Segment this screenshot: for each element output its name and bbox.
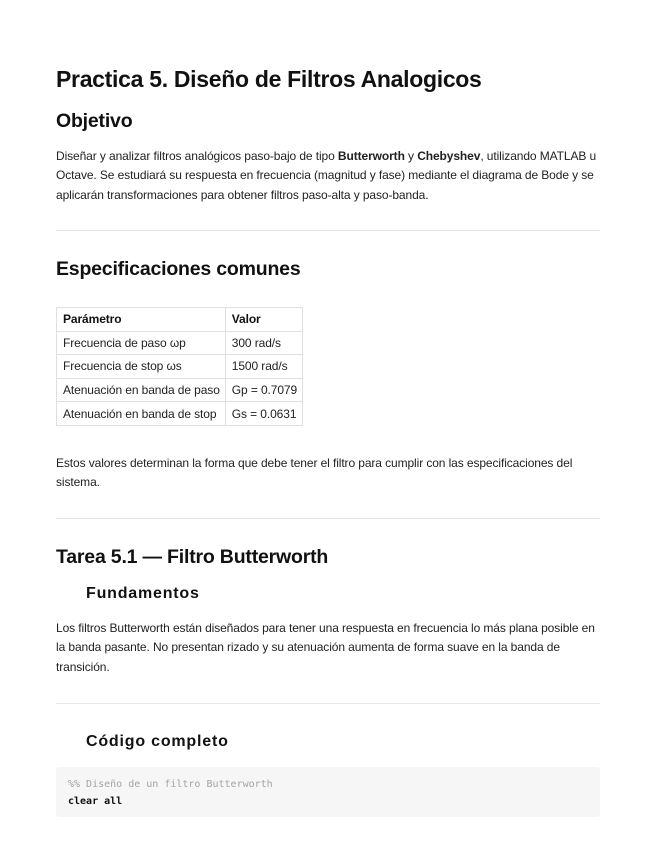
code-block: [56, 767, 600, 817]
table-cell-parameter: Atenuación en banda de stop: [57, 402, 226, 426]
code-statement-line: clear all: [68, 796, 123, 807]
specifications-table: [56, 307, 303, 426]
section-divider: [56, 518, 600, 519]
subheading-codigo-completo: Código completo: [86, 733, 229, 750]
section-divider: [56, 703, 600, 704]
objetivo-text-part-3: , utilizando MATLAB u Octave. Se estudiará su respuesta en frecuencia (magnitud y fase) mediante el diagrama de Bode y se aplicarán transformaciones para obtener filtros paso-alta y paso-banda.: [56, 149, 597, 202]
table-row: [57, 378, 303, 402]
table-row: [57, 355, 303, 379]
section-heading-tarea-5-1: Tarea 5.1 — Filtro Butterworth: [56, 546, 329, 568]
fundamentos-paragraph: Los filtros Butterworth están diseñados para tener una respuesta en frecuencia lo más plana posible en la banda pasante. No presentan rizado y su atenuación aumenta de forma suave en la banda de transición.: [56, 621, 595, 674]
especificaciones-note: Estos valores determinan la forma que debe tener el filtro para cumplir con las especificaciones del sistema.: [56, 456, 573, 490]
table-cell-value: 300 rad/s: [225, 331, 302, 355]
subheading-fundamentos: Fundamentos: [86, 585, 200, 602]
section-divider: [56, 230, 600, 231]
table-row: [57, 331, 303, 355]
section-heading-objetivo: Objetivo: [56, 110, 133, 132]
column-header-parametro: Parámetro: [57, 308, 226, 332]
column-header-valor: Valor: [225, 308, 302, 332]
table-cell-value: Gp = 0.7079: [225, 378, 302, 402]
table-cell-value: Gs = 0.0631: [225, 402, 302, 426]
objetivo-text-part-1: Diseñar y analizar filtros analógicos paso-bajo de tipo: [56, 149, 338, 163]
table-header-row: [57, 308, 303, 332]
code-comment-line: %% Diseño de un filtro Butterworth: [68, 779, 273, 790]
objetivo-paragraph: [56, 147, 600, 205]
table-cell-parameter: Atenuación en banda de paso: [57, 378, 226, 402]
objetivo-text-part-2: y: [404, 149, 418, 163]
table-row: [57, 402, 303, 426]
chebyshev-bold-term: Chebyshev: [417, 149, 481, 163]
butterworth-bold-term: Butterworth: [337, 149, 405, 163]
page-title: Practica 5. Diseño de Filtros Analogicos: [56, 66, 482, 92]
section-heading-especificaciones: Especificaciones comunes: [56, 258, 301, 280]
table-cell-parameter: Frecuencia de paso ωp: [57, 331, 226, 355]
table-cell-parameter: Frecuencia de stop ωs: [57, 355, 226, 379]
table-cell-value: 1500 rad/s: [225, 355, 302, 379]
